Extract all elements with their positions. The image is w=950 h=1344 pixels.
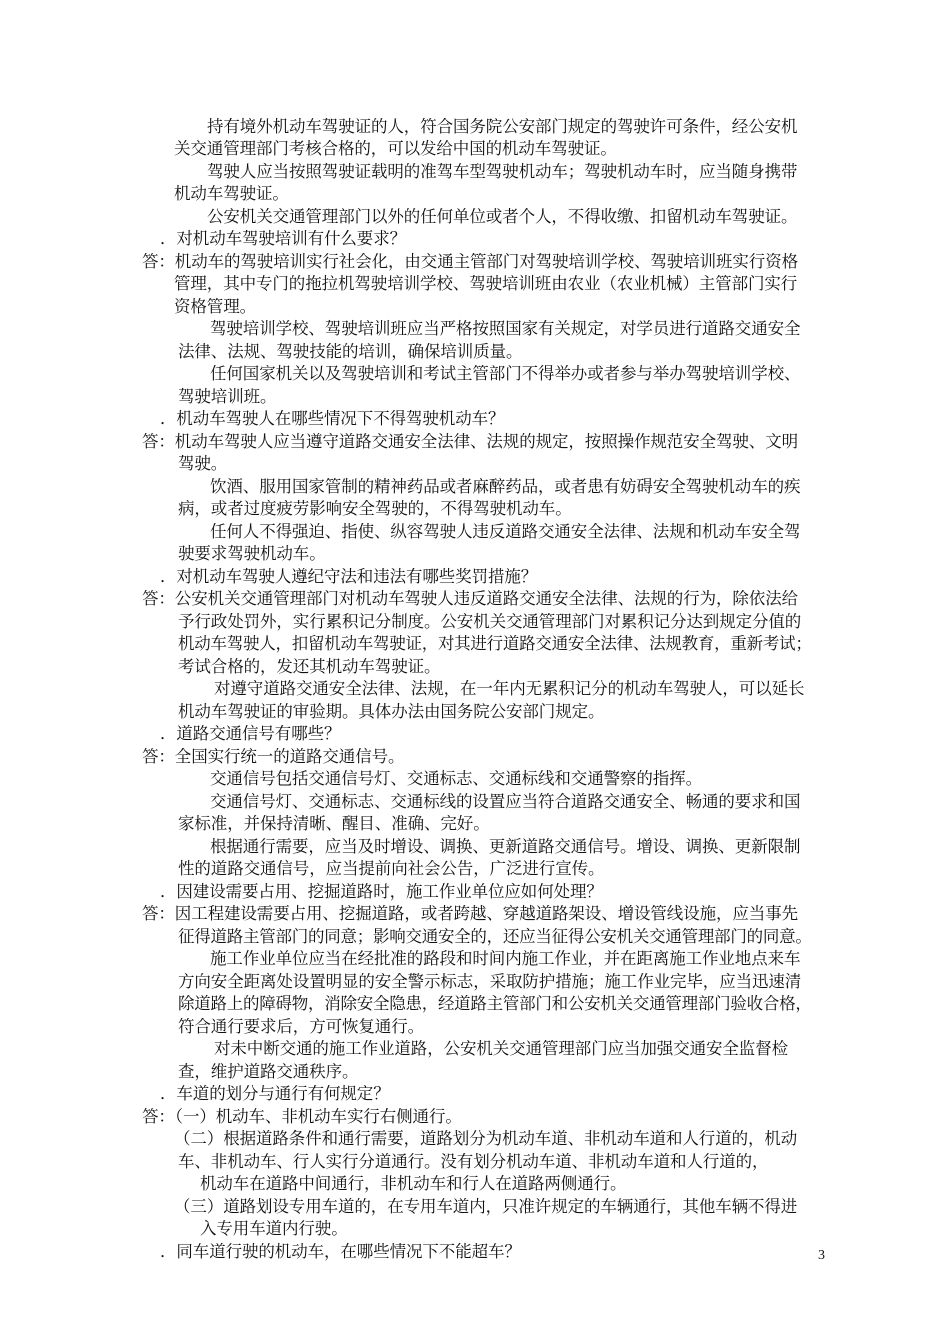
answer-line: 答：公安机关交通管理部门对机动车驾驶人违反道路交通安全法律、法规的行为，除依法给 (142, 589, 799, 608)
text-line: 法律、法规、驾驶技能的培训，确保培训质量。 (178, 342, 523, 361)
question-heading: ．机动车驾驶人在哪些情况下不得驾驶机动车？ (160, 409, 505, 428)
text-line: 家标准，并保持清晰、醒目、准确、完好。 (178, 814, 490, 833)
question-heading: ．道路交通信号有哪些？ (160, 724, 341, 743)
text-line: （三）道路划设专用车道的，在专用车道内，只准许规定的车辆通行，其他车辆不得进 (174, 1197, 798, 1216)
text-line: 机动车驾驶人，扣留机动车驾驶证，对其进行道路交通安全法律、法规教育，重新考试； (178, 634, 812, 653)
text-line: 机动车驾驶证。 (174, 184, 289, 203)
text-line: 对遵守道路交通安全法律、法规，在一年内无累积记分的机动车驾驶人，可以延长 (214, 679, 805, 698)
text-line: 除道路上的障碍物，消除安全隐患，经道路主管部门和公安机关交通管理部门验收合格， (178, 994, 812, 1013)
question-heading: ．因建设需要占用、挖掘道路时，施工作业单位应如何处理？ (160, 882, 603, 901)
text-line: 入专用车道内行驶。 (200, 1219, 348, 1238)
text-line: 驾驶。 (178, 454, 228, 473)
question-heading: ．同车道行驶的机动车，在哪些情况下不能超车？ (160, 1242, 521, 1261)
text-line: 关交通管理部门考核合格的，可以发给中国的机动车驾驶证。 (174, 139, 617, 158)
text-line: 任何国家机关以及驾驶培训和考试主管部门不得举办或者参与举办驾驶培训学校、 (210, 364, 801, 383)
text-line: 对未中断交通的施工作业道路，公安机关交通管理部门应当加强交通安全监督检 (214, 1039, 789, 1058)
answer-line: 答：机动车驾驶人应当遵守道路交通安全法律、法规的规定，按照操作规范安全驾驶、文明 (142, 432, 799, 451)
answer-line: 答：（一）机动车、非机动车实行右侧通行。 (142, 1107, 462, 1126)
text-line: 任何人不得强迫、指使、纵容驾驶人违反道路交通安全法律、法规和机动车安全驾 (210, 522, 801, 541)
text-line: 公安机关交通管理部门以外的任何单位或者个人，不得收缴、扣留机动车驾驶证。 (207, 207, 798, 226)
text-line: 征得道路主管部门的同意；影响交通安全的，还应当征得公安机关交通管理部门的同意。 (178, 927, 812, 946)
answer-line: 答：机动车的驾驶培训实行社会化，由交通主管部门对驾驶培训学校、驾驶培训班实行资格 (142, 252, 799, 271)
text-line: 饮酒、服用国家管制的精神药品或者麻醉药品，或者患有妨碍安全驾驶机动车的疾 (210, 477, 801, 496)
text-line: 机动车在道路中间通行，非机动车和行人在道路两侧通行。 (200, 1174, 627, 1193)
text-line: 驾驶培训学校、驾驶培训班应当严格按照国家有关规定，对学员进行道路交通安全 (210, 319, 801, 338)
text-line: （二）根据道路条件和通行需要，道路划分为机动车道、非机动车道和人行道的，机动 (174, 1129, 798, 1148)
page-number: 3 (818, 1248, 825, 1263)
text-line: 管理，其中专门的拖拉机驾驶培训学校、驾驶培训班由农业（农业机械）主管部门实行 (174, 274, 798, 293)
text-line: 查，维护道路交通秩序。 (178, 1062, 359, 1081)
text-line: 资格管理。 (174, 297, 257, 316)
text-line: 持有境外机动车驾驶证的人，符合国务院公安部门规定的驾驶许可条件，经公安机 (207, 117, 798, 136)
text-line: 予行政处罚外，实行累积记分制度。公安机关交通管理部门对累积记分达到规定分值的 (178, 612, 802, 631)
text-line: 病，或者过度疲劳影响安全驾驶的，不得驾驶机动车。 (178, 499, 572, 518)
question-heading: ．对机动车驾驶培训有什么要求？ (160, 229, 407, 248)
text-line: 交通信号灯、交通标志、交通标线的设置应当符合道路交通安全、畅通的要求和国 (210, 792, 801, 811)
text-line: 车、非机动车、行人实行分道通行。没有划分机动车道、非机动车道和人行道的， (178, 1152, 769, 1171)
text-line: 方向安全距离处设置明显的安全警示标志，采取防护措施；施工作业完毕，应当迅速清 (178, 972, 802, 991)
text-line: 性的道路交通信号，应当提前向社会公告，广泛进行宣传。 (178, 859, 605, 878)
text-line: 交通信号包括交通信号灯、交通标志、交通标线和交通警察的指挥。 (210, 769, 703, 788)
text-line: 符合通行要求后，方可恢复通行。 (178, 1017, 425, 1036)
text-line: 机动车驾驶证的审验期。具体办法由国务院公安部门规定。 (178, 702, 605, 721)
text-line: 施工作业单位应当在经批准的路段和时间内施工作业，并在距离施工作业地点来车 (210, 949, 801, 968)
text-line: 驾驶人应当按照驾驶证载明的准驾车型驾驶机动车；驾驶机动车时，应当随身携带 (207, 162, 798, 181)
answer-line: 答：全国实行统一的道路交通信号。 (142, 747, 405, 766)
question-heading: ．对机动车驾驶人遵纪守法和违法有哪些奖罚措施？ (160, 567, 538, 586)
text-line: 考试合格的，发还其机动车驾驶证。 (178, 657, 441, 676)
text-line: 驶要求驾驶机动车。 (178, 544, 326, 563)
question-heading: ．车道的划分与通行有何规定？ (160, 1084, 390, 1103)
answer-line: 答：因工程建设需要占用、挖掘道路，或者跨越、穿越道路架设、增设管线设施，应当事先 (142, 904, 799, 923)
text-line: 驾驶培训班。 (178, 387, 277, 406)
text-line: 根据通行需要，应当及时增设、调换、更新道路交通信号。增设、调换、更新限制 (210, 837, 801, 856)
